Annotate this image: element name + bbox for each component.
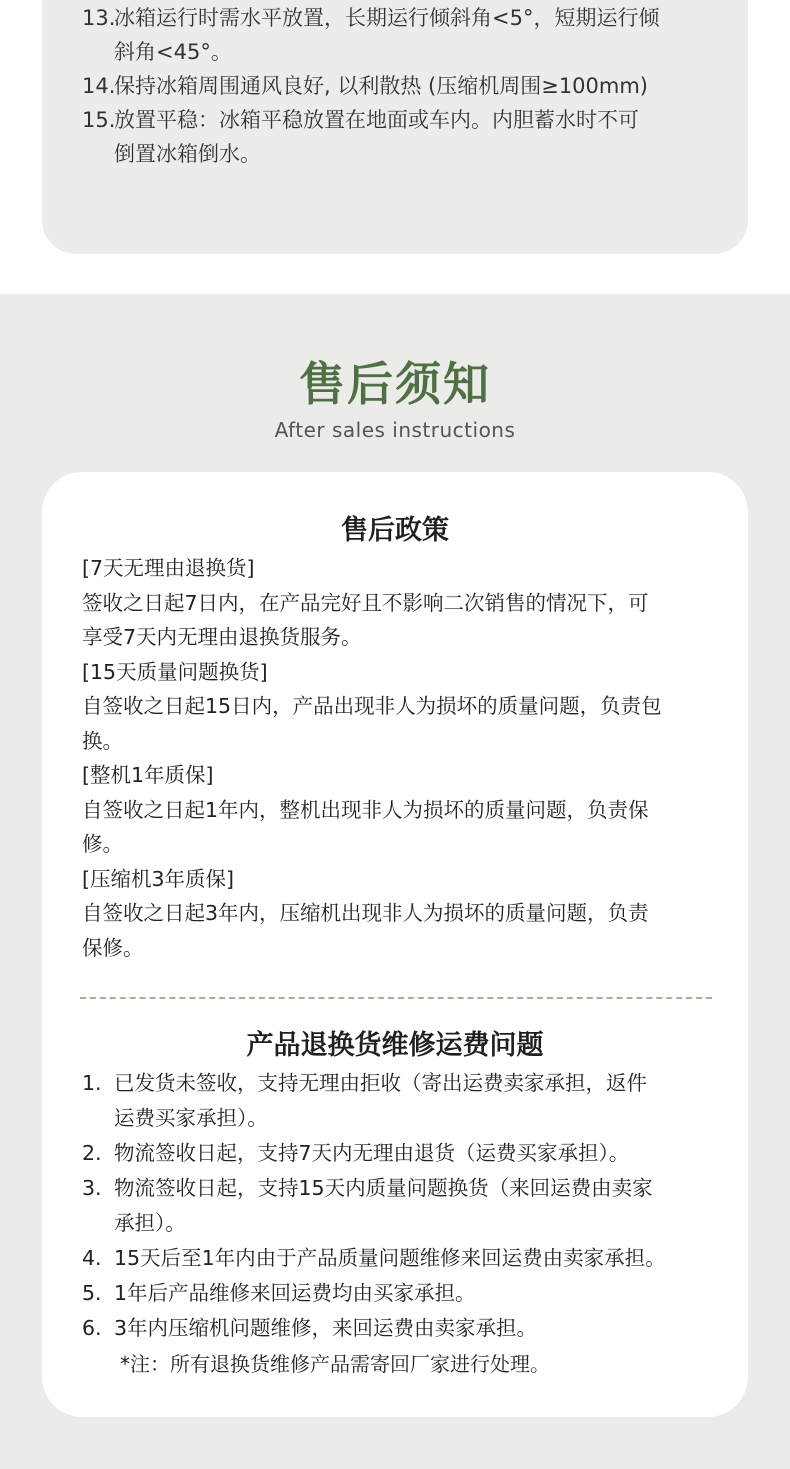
section-subtitle: After sales instructions [274, 418, 516, 442]
policy-line: 换。 [82, 728, 123, 753]
item-number: 3. [82, 1176, 102, 1200]
section-title: 售后须知 [299, 357, 491, 411]
usage-notes-list [82, 1, 722, 171]
policy-line: 保修。 [82, 935, 144, 960]
item-line: 冰箱运行时需水平放置，长期运行倾斜角<5°，短期运行倾 [114, 6, 660, 30]
item-number: 15. [82, 108, 116, 132]
item-line: 3年内压缩机问题维修，来回运费由卖家承担。 [114, 1316, 538, 1340]
policy-line: 享受7天内无理由退换货服务。 [82, 625, 362, 649]
list-item [82, 1276, 722, 1311]
item-number: 4. [82, 1246, 102, 1270]
list-item [82, 103, 722, 171]
policy-tag: [压缩机3年质保] [82, 866, 235, 891]
item-line: 物流签收日起，支持7天内无理由退货（运费买家承担）。 [114, 1141, 630, 1165]
policy-tag: [7天无理由退换货] [82, 556, 255, 580]
shipping-note: *注：所有退换货维修产品需寄回厂家进行处理。 [120, 1352, 550, 1376]
policy-line: 签收之日起7日内，在产品完好且不影响二次销售的情况下，可 [82, 590, 649, 615]
item-line: 倒置冰箱倒水。 [114, 142, 261, 166]
item-line: 15天后至1年内由于产品质量问题维修来回运费由卖家承担。 [114, 1246, 666, 1270]
policy-line: 自签收之日起3年内，压缩机出现非人为损坏的质量问题，负责 [82, 901, 649, 925]
item-line: 斜角<45°。 [114, 40, 232, 64]
list-item [82, 1241, 722, 1276]
policy-tag: [整机1年质保] [82, 763, 214, 787]
item-number: 2. [82, 1141, 102, 1165]
dashed-divider [80, 997, 712, 999]
item-line: 运费买家承担）。 [114, 1106, 268, 1130]
policy-line: 自签收之日起1年内，整机出现非人为损坏的质量问题，负责保 [82, 797, 649, 822]
item-number: 1. [82, 1071, 102, 1095]
policy-tag: [15天质量问题换货] [82, 659, 268, 684]
policy-line: 自签收之日起15日内，产品出现非人为损坏的质量问题，负责包 [82, 694, 662, 718]
policy-heading: 售后政策 [341, 515, 449, 546]
list-item [82, 1171, 722, 1241]
list-item [82, 69, 722, 103]
policy-text [82, 551, 714, 965]
item-number: 6. [82, 1316, 102, 1340]
item-number: 14. [82, 74, 116, 98]
list-item [82, 1, 722, 69]
item-line: 放置平稳：冰箱平稳放置在地面或车内。内胆蓄水时不可 [114, 108, 639, 132]
item-line: 1年后产品维修来回运费均由买家承担。 [114, 1281, 476, 1305]
shipping-list [82, 1066, 722, 1346]
item-line: 承担）。 [114, 1211, 186, 1235]
shipping-heading: 产品退换货维修运费问题 [246, 1030, 544, 1061]
item-line: 物流签收日起，支持15天内质量问题换货（来回运费由卖家 [114, 1176, 653, 1200]
item-line: 已发货未签收，支持无理由拒收（寄出运费卖家承担，返件 [114, 1071, 647, 1095]
list-item [82, 1066, 722, 1136]
list-item [82, 1136, 722, 1171]
item-line: 保持冰箱周围通风良好, 以利散热 (压缩机周围≥100mm) [114, 74, 649, 98]
list-item [82, 1311, 722, 1346]
after-sales-card [42, 472, 748, 1417]
item-number: 13. [82, 6, 116, 30]
policy-line: 修。 [82, 832, 123, 856]
item-number: 5. [82, 1281, 102, 1305]
